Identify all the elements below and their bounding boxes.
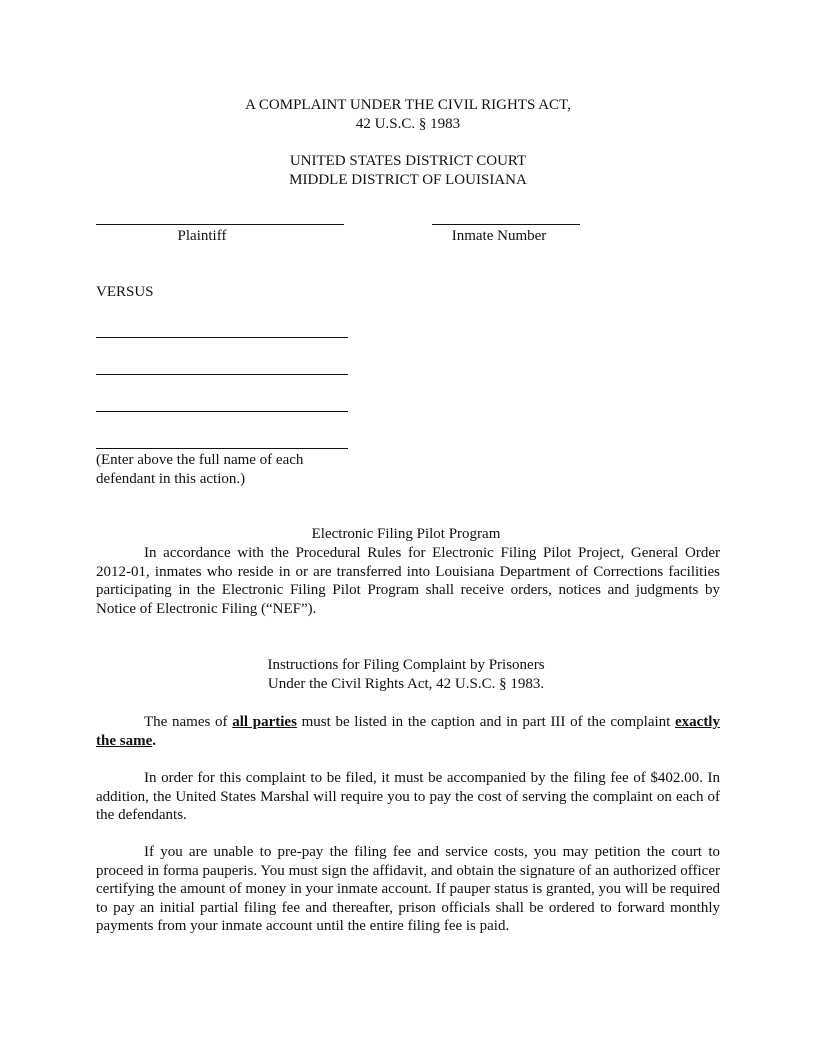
defendant-blank-line-4[interactable] — [96, 448, 348, 449]
parties-text-2: must be listed in the caption and in part III of the complaint — [296, 714, 675, 730]
instructions-heading-line-2: Under the Civil Rights Act, 42 U.S.C. § 1983. — [267, 676, 545, 692]
defendant-note-line-2: defendant in this action.) — [96, 471, 246, 487]
parties-period: . — [152, 732, 156, 749]
defendant-note — [96, 451, 303, 489]
defendant-blank-line-3[interactable] — [96, 411, 348, 412]
title-line-2: 42 U.S.C. § 1983 — [355, 116, 461, 132]
instructions-paragraph-parties — [96, 713, 720, 750]
document-title — [0, 96, 816, 134]
defendant-blank-line-1[interactable] — [96, 337, 348, 338]
defendant-note-line-1: (Enter above the full name of each — [96, 452, 304, 468]
inmate-number-label: Inmate Number — [451, 228, 547, 244]
pilot-heading: Electronic Filing Pilot Program — [311, 526, 501, 542]
all-parties-emphasis: all parties — [232, 714, 297, 730]
court-line-1: UNITED STATES DISTRICT COURT — [289, 153, 527, 169]
parties-text-1: The names of — [144, 714, 233, 730]
pilot-body: In accordance with the Procedural Rules for Electronic Filing Pilot Project, General Order 2012-01, inmates who reside in or are transferred into Louisiana Department of Corrections facilities participating in the Electronic Filing Pilot Program shall receive orders, notices and judgments by Notice of Electronic Filing (“NEF”). — [96, 545, 720, 617]
instructions-paragraph-fee: In order for this complaint to be filed, it must be accompanied by the filing fee of $402.00. In addition, the United States Marshal will require you to pay the cost of serving the complaint on each of the defendants. — [96, 770, 720, 823]
court-line-2: MIDDLE DISTRICT OF LOUISIANA — [289, 172, 527, 188]
plaintiff-blank-line[interactable] — [96, 224, 344, 225]
versus-label: VERSUS — [96, 284, 154, 300]
title-line-1: A COMPLAINT UNDER THE CIVIL RIGHTS ACT, — [245, 97, 571, 113]
instructions-heading-line-1: Instructions for Filing Complaint by Prisoners — [267, 657, 545, 673]
instructions-paragraph-pauperis: If you are unable to pre-pay the filing fee and service costs, you may petition the court to proceed in forma pauperis. You must sign the affidavit, and obtain the signature of an authorized officer certifying the amount of money in your inmate account. If pauper status is granted, you will be required to pay an initial partial filing fee and thereafter, prison officials shall be ordered to forward monthly payments from your inmate account until the entire filing fee is paid. — [96, 844, 720, 934]
defendant-blank-line-2[interactable] — [96, 374, 348, 375]
exactly-the-same-emphasis: exactly the same — [96, 714, 720, 749]
court-name — [0, 152, 816, 190]
inmate-number-blank-line[interactable] — [432, 224, 580, 225]
plaintiff-label: Plaintiff — [177, 228, 227, 244]
instructions-heading — [96, 656, 716, 694]
